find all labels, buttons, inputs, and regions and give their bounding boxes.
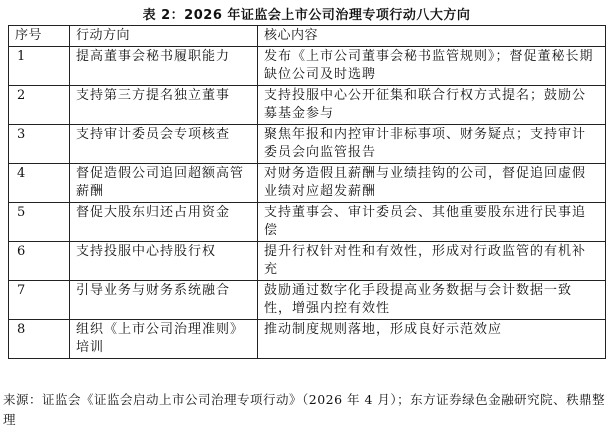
row-number: 8 [9, 320, 70, 359]
row-direction: 支持审计委员会专项核查 [70, 125, 258, 164]
row-content: 鼓励通过数字化手段提高业务数据与会计数据一致性，增强内控有效性 [258, 281, 606, 320]
table-caption: 表 2：2026 年证监会上市公司治理专项行动八大方向 [142, 8, 471, 23]
row-direction: 支持第三方提名独立董事 [70, 86, 258, 125]
row-number: 3 [9, 125, 70, 164]
row-content: 支持董事会、审计委员会、其他重要股东进行民事追偿 [258, 203, 606, 242]
table-row [9, 164, 606, 203]
row-direction: 提高董事会秘书履职能力 [70, 47, 258, 86]
row-content: 聚焦年报和内控审计非标事项、财务疑点；支持审计委员会向监管报告 [258, 125, 606, 164]
row-content: 对财务造假且薪酬与业绩挂钩的公司，督促追回虚假业绩对应超发薪酬 [258, 164, 606, 203]
row-direction: 引导业务与财务系统融合 [70, 281, 258, 320]
table-header-row [9, 26, 606, 47]
row-number: 7 [9, 281, 70, 320]
row-number: 2 [9, 86, 70, 125]
column-header-direction: 行动方向 [70, 26, 258, 47]
column-header-content: 核心内容 [258, 26, 606, 47]
row-number: 4 [9, 164, 70, 203]
row-direction: 督促造假公司追回超额高管薪酬 [70, 164, 258, 203]
table-row [9, 125, 606, 164]
column-header-number: 序号 [9, 26, 70, 47]
row-number: 5 [9, 203, 70, 242]
source-note: 来源：证监会《证监会启动上市公司治理专项行动》（2026 年 4 月）；东方证券绿色金融研究院、秩鼎整理 [3, 392, 606, 427]
table-row [9, 320, 606, 359]
row-number: 1 [9, 47, 70, 86]
action-directions-table [8, 25, 606, 359]
row-content: 支持投服中心公开征集和联合行权方式提名；鼓励公募基金参与 [258, 86, 606, 125]
row-content: 推动制度规则落地，形成良好示范效应 [258, 320, 606, 359]
table-row [9, 242, 606, 281]
row-content: 发布《上市公司董事会秘书监管规则》；督促董秘长期缺位公司及时选聘 [258, 47, 606, 86]
row-direction: 组织《上市公司治理准则》培训 [70, 320, 258, 359]
row-direction: 支持投服中心持股行权 [70, 242, 258, 281]
row-content: 提升行权针对性和有效性，形成对行政监管的有机补充 [258, 242, 606, 281]
row-number: 6 [9, 242, 70, 281]
table-row [9, 47, 606, 86]
table-row [9, 86, 606, 125]
table-row [9, 281, 606, 320]
row-direction: 督促大股东归还占用资金 [70, 203, 258, 242]
table-row [9, 203, 606, 242]
